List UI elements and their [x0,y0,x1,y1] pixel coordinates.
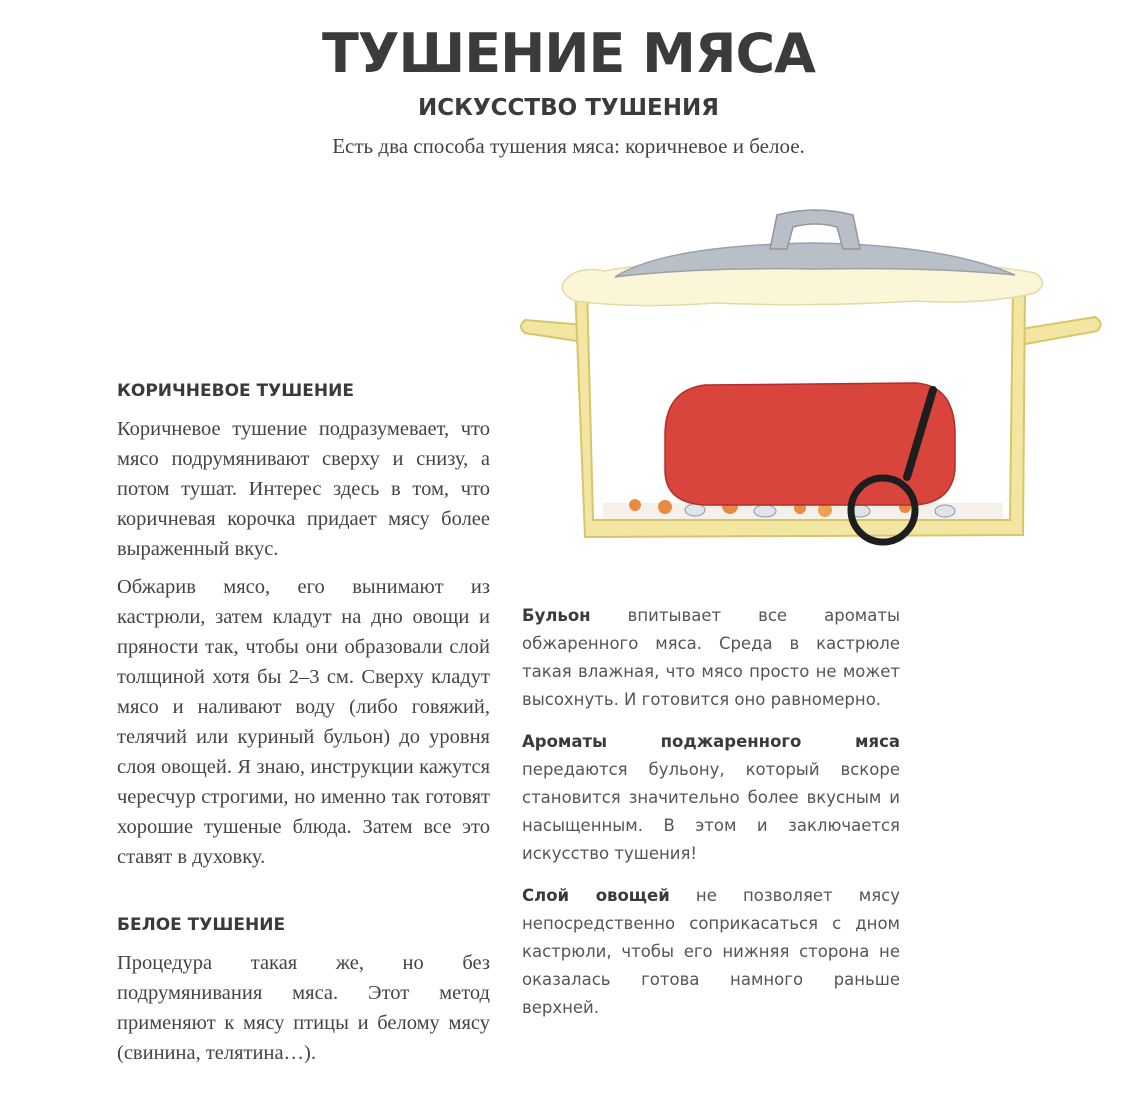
note-aromas-text: передаются бульону, который вскоре становится значительно более вкусным и насыщенным. В этом и заключается искусство тушения! [522,760,900,863]
note-aromas-bold: Ароматы поджаренного мяса [522,732,900,751]
brown-braising-heading: КОРИЧНЕВОЕ ТУШЕНИЕ [117,381,354,401]
meat-roast [665,383,955,505]
notes-section [522,602,900,1036]
note-vegetables-text: не позволяет мясу непосредственно соприкасаться с дном кастрюли, чтобы его нижняя сторона не оказалась готова намного раньше верхней. [522,886,900,1017]
note-vegetables-bold: Слой овощей [522,886,670,905]
brown-braising-paragraph-1: Коричневое тушение подразумевает, что мясо подрумянивают сверху и снизу, а потом тушат. Интерес здесь в том, что коричневая корочка придает мясу более выраженный вкус. [117,418,490,560]
white-braising-paragraph: Процедура такая же, но без подрумянивания мяса. Этот метод применяют к мясу птицы и белому мясу (свинина, телятина…). [117,952,490,1064]
intro-text: Есть два способа тушения мяса: коричневое и белое. [332,134,805,158]
white-braising-section [117,910,490,1076]
brown-braising-section [117,376,490,880]
pot-illustration [515,205,1115,575]
pot-right-handle [1015,317,1101,345]
note-vegetables [522,882,900,1022]
page-title: ТУШЕНИЕ МЯСА [322,22,815,85]
note-broth-bold: Бульон [522,606,591,625]
note-aromas [522,728,900,868]
note-broth-text: впитывает все ароматы обжаренного мяса. Среда в кастрюле такая влажная, что мясо просто не может высохнуть. И готовится оно равномерно. [522,606,900,709]
note-broth [522,602,900,714]
page-subtitle: ИСКУССТВО ТУШЕНИЯ [418,95,719,121]
brown-braising-paragraph-2: Обжарив мясо, его вынимают из кастрюли, затем кладут на дно овощи и пряности так, чтобы они образовали слой толщиной хотя бы 2–3 см. Сверху кладут мясо и наливают воду (либо говяжий, телячий или куриный бульон) до уровня слоя овощей. Я знаю, инструкции кажутся чересчур строгими, но именно так готовят хорошие тушеные блюда. Затем все это ставят в духовку. [117,576,490,868]
pot-left-handle [521,320,585,341]
white-braising-heading: БЕЛОЕ ТУШЕНИЕ [117,915,286,935]
